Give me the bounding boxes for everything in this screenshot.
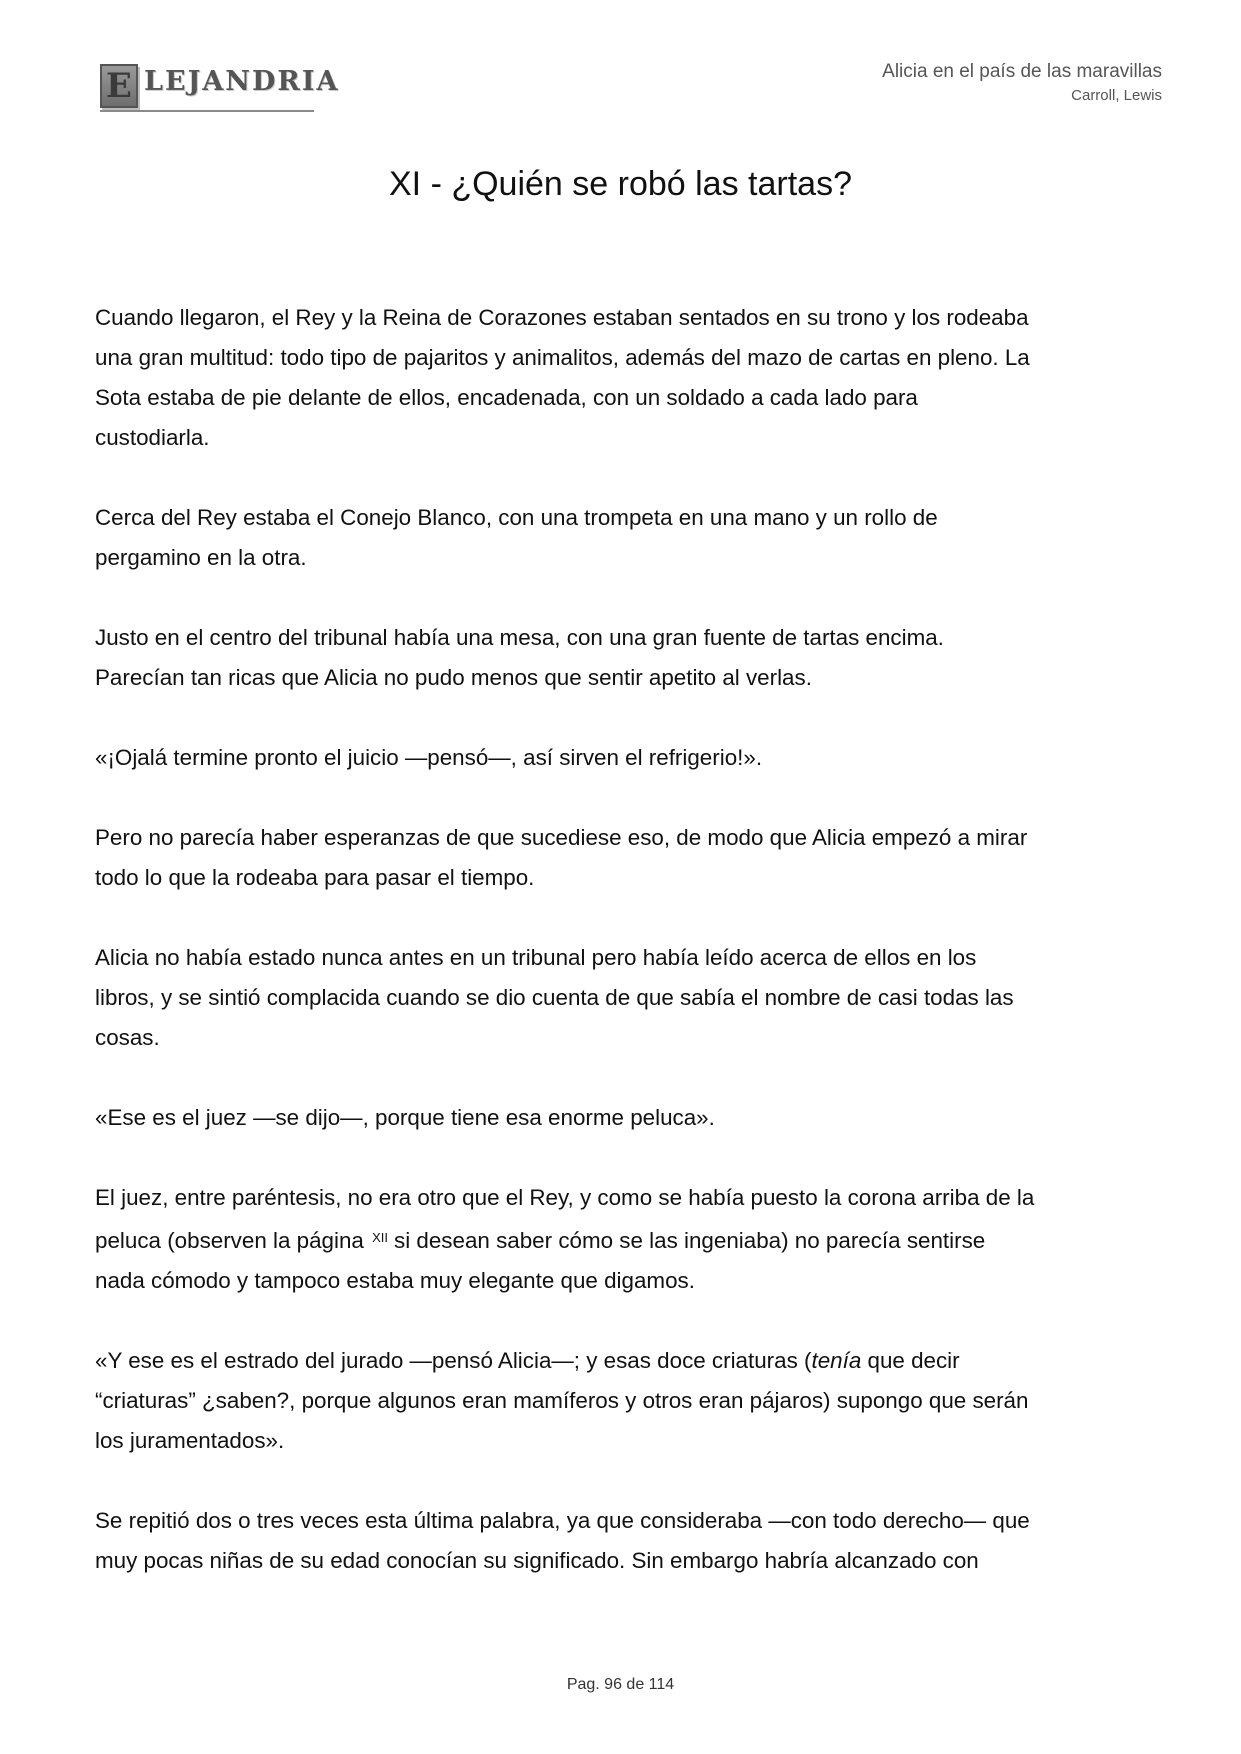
text-line: Parecían tan ricas que Alicia no pudo menos que sentir apetito al verlas. [95, 665, 812, 690]
book-title: Alicia en el país de las maravillas [882, 61, 1162, 82]
paragraph-5 [95, 818, 1161, 898]
paragraph-10 [95, 1501, 1161, 1581]
text-line: Cuando llegaron, el Rey y la Reina de Corazones estaban sentados en su trono y los rodeaba [95, 305, 1029, 330]
elejandria-logo [98, 60, 340, 112]
paragraph-9 [95, 1341, 1161, 1461]
logo-initial: E [106, 66, 132, 106]
text-line: “criaturas” ¿saben?, porque algunos eran mamíferos y otros eran pájaros) supongo que serán [95, 1388, 1029, 1413]
text-line: Justo en el centro del tribunal había una mesa, con una gran fuente de tartas encima. [95, 625, 944, 650]
paragraph-2 [95, 498, 1161, 578]
paragraph-4 [95, 738, 1161, 778]
book-header [882, 60, 1162, 106]
text-line: los juramentados». [95, 1428, 285, 1453]
text-line: «¡Ojalá termine pronto el juicio —pensó—, así sirven el refrigerio!». [95, 745, 763, 770]
text-line: pergamino en la otra. [95, 545, 307, 570]
text-line: muy pocas niñas de su edad conocían su significado. Sin embargo habría alcanzado con [95, 1548, 979, 1573]
text-line: libros, y se sintió complacida cuando se dio cuenta de que sabía el nombre de casi todas las [95, 985, 1014, 1010]
text-line: El juez, entre paréntesis, no era otro que el Rey, y como se había puesto la corona arriba de la [95, 1185, 1035, 1210]
logo-underline [100, 110, 314, 112]
book-author: Carroll, Lewis [1071, 87, 1162, 104]
italic-word: tenía [811, 1348, 862, 1373]
text-line: «Ese es el juez —se dijo—, porque tiene esa enorme peluca». [95, 1105, 715, 1130]
text-line: todo lo que la rodeaba para pasar el tiempo. [95, 865, 535, 890]
text-line: custodiarla. [95, 425, 210, 450]
paragraph-8 [95, 1178, 1161, 1301]
text-line: Sota estaba de pie delante de ellos, encadenada, con un soldado a cada lado para [95, 385, 918, 410]
text-line: nada cómodo y tampoco estaba muy elegante que digamos. [95, 1268, 695, 1293]
text-line: cosas. [95, 1025, 160, 1050]
text-line-with-italic [95, 1341, 1161, 1381]
text-line: Cerca del Rey estaba el Conejo Blanco, con una trompeta en una mano y un rollo de [95, 505, 938, 530]
text-line: una gran multitud: todo tipo de pajaritos y animalitos, además del mazo de cartas en pleno. La [95, 345, 1030, 370]
text-segment: peluca (observen la página [95, 1228, 364, 1253]
paragraph-1 [95, 298, 1161, 458]
illustration-reference[interactable]: XII [372, 1230, 389, 1245]
text-segment: que decir [861, 1348, 960, 1373]
paragraph-6 [95, 938, 1161, 1058]
text-line: Alicia no había estado nunca antes en un tribunal pero había leído acerca de ellos en los [95, 945, 977, 970]
text-segment: si desean saber cómo se las ingeniaba) no parecía sentirse [394, 1228, 986, 1253]
text-line: Pero no parecía haber esperanzas de que sucediese eso, de modo que Alicia empezó a mirar [95, 825, 1028, 850]
text-line: Se repitió dos o tres veces esta última palabra, ya que consideraba —con todo derecho— que [95, 1508, 1030, 1533]
chapter-title: XI - ¿Quién se robó las tartas? [389, 165, 852, 203]
logo-wordmark: LEJANDRIA [144, 66, 340, 97]
paragraph-7 [95, 1098, 1161, 1138]
paragraph-3 [95, 618, 1161, 698]
page-number: Pag. 96 de 114 [566, 1676, 675, 1693]
logo-initial-box [100, 64, 138, 108]
chapter-body [95, 298, 1161, 1621]
text-segment: «Y ese es el estrado del jurado —pensó Alicia—; y esas doce criaturas ( [95, 1348, 812, 1373]
text-line-with-reference [95, 1218, 1161, 1261]
